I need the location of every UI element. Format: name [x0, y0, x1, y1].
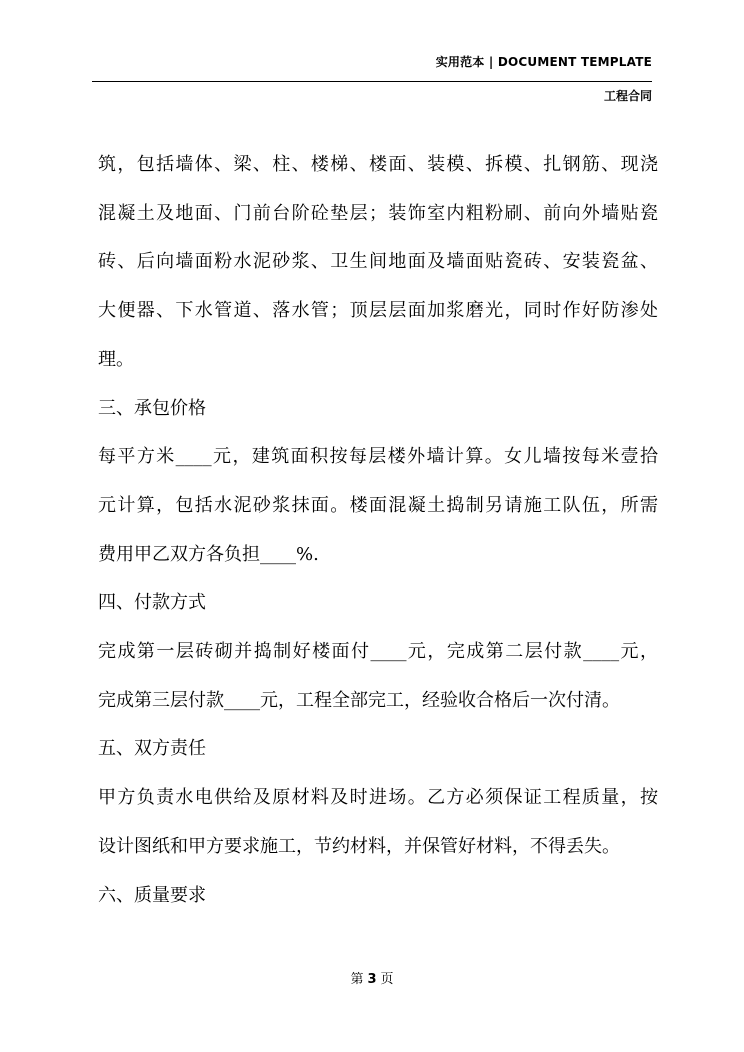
page-footer [0, 968, 744, 987]
paragraph-line: 甲方负责水电供给及原材料及时进场。乙方必须保证工程质量，按 [98, 787, 658, 809]
paragraph-line: 砖、后向墙面粉水泥砂浆、卫生间地面及墙面贴瓷砖、安装瓷盆、 [98, 251, 658, 273]
paragraph-line: 每平方米____元，建筑面积按每层楼外墙计算。女儿墙按每米壹拾 [98, 446, 658, 468]
paragraph-line: 完成第一层砖砌并捣制好楼面付____元，完成第二层付款____元， [98, 641, 658, 663]
document-body [98, 141, 658, 920]
paragraph-line: 费用甲乙双方各负担____%. [98, 543, 319, 565]
paragraph-line: 大便器、下水管道、落水管；顶层层面加浆磨光，同时作好防渗处 [98, 300, 658, 322]
section-heading-payment: 四、付款方式 [98, 592, 206, 614]
paragraph-line: 理。 [98, 348, 134, 370]
section-heading-quality: 六、质量要求 [98, 884, 206, 906]
page-number: 3 [367, 972, 377, 987]
section-heading-responsibility: 五、双方责任 [98, 738, 206, 760]
paragraph-line: 混凝土及地面、门前台阶砼垫层；装饰室内粗粉刷、前向外墙贴瓷 [98, 202, 658, 224]
header-subtitle: 工程合同 [603, 89, 652, 103]
header-brand: 实用范本 | DOCUMENT TEMPLATE [435, 55, 652, 69]
paragraph-line: 筑，包括墙体、梁、柱、楼梯、楼面、装模、拆模、扎钢筋、现浇 [98, 154, 658, 175]
section-heading-price: 三、承包价格 [98, 397, 206, 419]
paragraph-line: 完成第三层付款____元，工程全部完工，经验收合格后一次付清。 [98, 689, 620, 711]
footer-prefix: 第 [350, 972, 364, 987]
paragraph-line: 元计算，包括水泥砂浆抹面。楼面混凝土捣制另请施工队伍，所需 [98, 494, 658, 516]
footer-suffix: 页 [380, 972, 394, 987]
header-divider [92, 81, 652, 82]
paragraph-line: 设计图纸和甲方要求施工，节约材料，并保管好材料，不得丢失。 [98, 835, 620, 857]
